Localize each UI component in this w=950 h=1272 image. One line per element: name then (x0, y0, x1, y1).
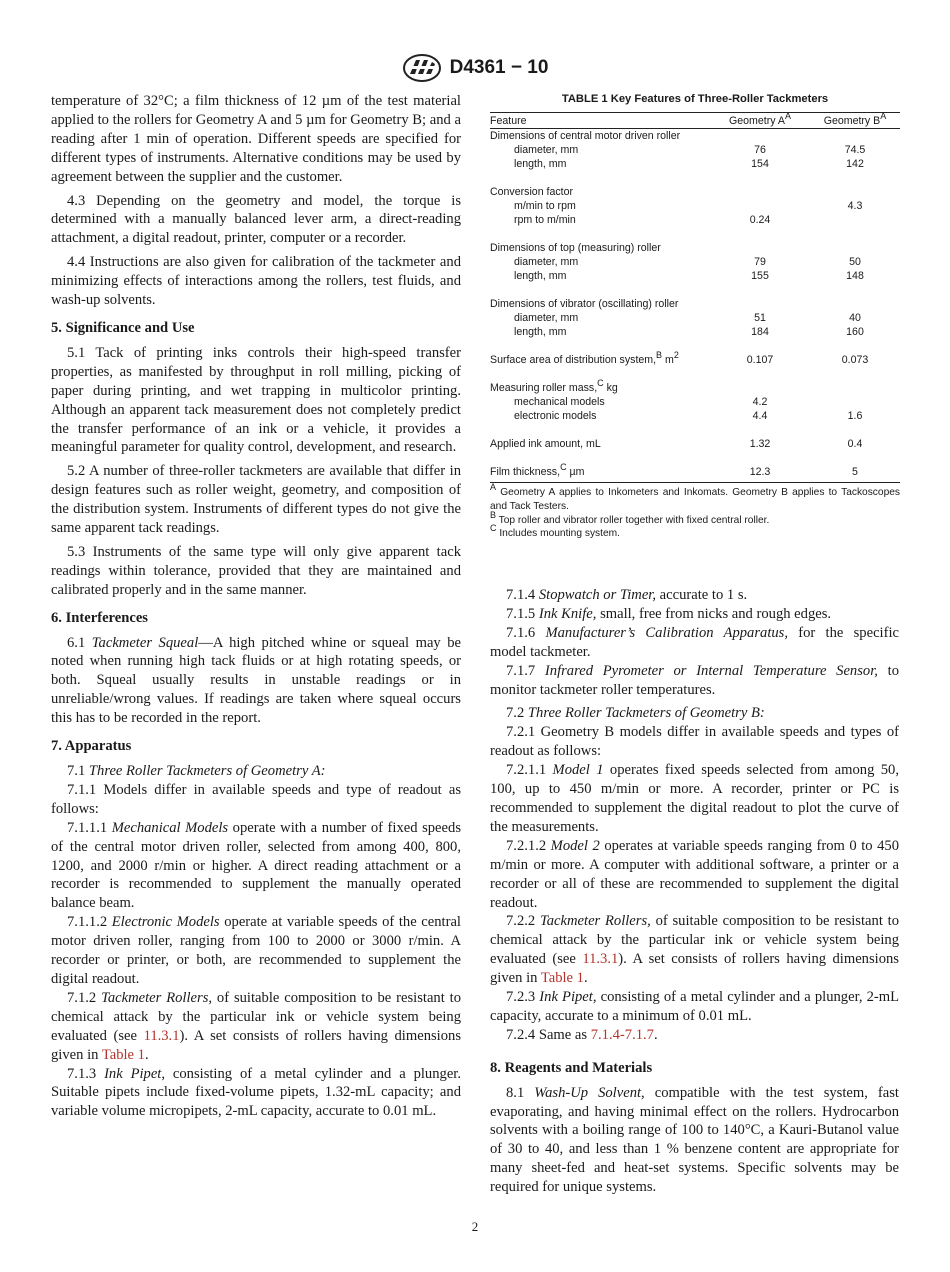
clause-term: Model 1 (552, 762, 604, 779)
clause-term: Mechanical Models (111, 819, 229, 836)
table-row (490, 269, 900, 283)
table-header-row (490, 113, 900, 129)
clause-text: small, free from nicks and rough edges. (600, 605, 832, 622)
cross-reference-link[interactable]: 11.3.1 (582, 951, 619, 968)
col-header-geometry-a (710, 113, 810, 129)
section-heading-7: 7. Apparatus (51, 738, 132, 755)
col-header-label: Geometry B (823, 115, 881, 127)
footnote-marker: C (490, 523, 497, 534)
table-footnotes (490, 482, 900, 541)
clause-text: for the specific model tackmeter. (490, 624, 899, 660)
punctuation: . (583, 970, 588, 987)
clause-term: Stopwatch or Timer, (538, 587, 657, 603)
footnote-b (490, 509, 900, 528)
unit-label: kg (603, 382, 618, 394)
page-header (0, 54, 950, 82)
paragraph-7-1-2 (51, 989, 461, 1065)
table-row (490, 255, 900, 269)
paragraph-7-1-1-1 (51, 819, 461, 914)
clause-number: 6.1 (67, 634, 86, 651)
clause-term: Ink Knife, (538, 605, 597, 622)
clause-number: 7.1 (67, 763, 86, 779)
clause-term: Model 2 (550, 837, 600, 854)
clause-number: 7.1.5 (506, 605, 536, 622)
clause-term: Tackmeter Squeal (91, 634, 199, 651)
value-a-cell: 154 (751, 158, 769, 170)
value-b-cell: 40 (849, 312, 861, 324)
table-row (490, 409, 900, 423)
value-a-cell: 51 (754, 312, 766, 324)
paragraph-5-1: 5.1 Tack of printing inks controls their high-speed transfer properties, as manifested by throughput in roll milling, picking of paper during printing, and wet trapping in multicolor printing. Although an apparent tack measurement does not completely predict the transfer performance of an ink or a vehicle, it provides a meaningful parameter for quality control, development, and research. (51, 344, 461, 456)
feature-cell (490, 378, 710, 395)
footnote-text: Top roller and vibrator roller together with fixed central roller. (496, 514, 770, 526)
table-row (490, 465, 900, 483)
spacer-row (490, 283, 900, 297)
clause-number: 7.2.2 (506, 913, 536, 930)
table-row (490, 311, 900, 325)
paragraph-6-1 (51, 634, 461, 729)
clause-number: 7.1.4 (506, 587, 536, 603)
clause-number: 7.2.1.2 (506, 837, 547, 854)
clause-number: 7.1.2 (67, 989, 97, 1006)
paragraph-7-1-1-2 (51, 913, 461, 989)
footnote-marker: C (560, 462, 567, 472)
feature-cell (490, 350, 710, 367)
value-a-cell: 4.2 (752, 396, 768, 408)
value-b-cell: 160 (846, 326, 864, 338)
feature-cell: diameter, mm (514, 312, 579, 324)
clause-term: Tackmeter Rollers, (101, 989, 213, 1006)
clause-text: consisting of a metal cylinder and a plunger, 2-mL capacity, accurate to a minimum of 0.01 mL. (490, 989, 900, 1024)
value-a-cell: 4.4 (752, 410, 768, 422)
cross-reference-link[interactable]: 7.1.4-7.1.7 (590, 1026, 654, 1043)
col-header-label: Geometry A (729, 115, 785, 127)
astm-logo-icon (402, 54, 442, 82)
spacer-row (490, 367, 900, 381)
footnote-marker: A (880, 111, 887, 121)
clause-number: 7.1.1.2 (67, 914, 108, 931)
table-caption: TABLE 1 Key Features of Three-Roller Tackmeters (561, 93, 829, 105)
clause-text: consisting of a metal cylinder and a plunger. Suitable pipets include fixed-volume pipets, 1.32-mL capacity; and variable volume micropipets, 2-mL capacity, accurate to 0.01 mL. (51, 1065, 461, 1120)
table-row (490, 143, 900, 157)
feature-cell: Dimensions of top (measuring) roller (490, 242, 661, 254)
paragraph-7-1-7 (490, 662, 899, 700)
footnote-marker: A (784, 111, 791, 121)
feature-cell: electronic models (514, 410, 597, 422)
paragraph-7-2-4 (490, 1026, 899, 1045)
clause-term: Three Roller Tackmeters of Geometry B: (527, 705, 765, 722)
feature-cell: length, mm (514, 326, 567, 338)
clause-term: Electronic Models (111, 914, 220, 931)
cross-reference-link[interactable]: 11.3.1 (143, 1027, 180, 1044)
spacer-row (490, 451, 900, 465)
table-row (490, 437, 900, 451)
clause-text: of suitable composition to be resistant to chemical attack by the particular ink or vehicle system being evaluated (see (490, 913, 899, 968)
feature-cell: mechanical models (514, 396, 605, 408)
paragraph-4-3: 4.3 Depending on the geometry and model, the torque is determined with a manually balanced lever arm, a direct-reading attachment, a digital readout, printer, computer or a recorder. (51, 192, 461, 247)
section-heading-8: 8. Reagents and Materials (490, 1059, 653, 1076)
clause-number: 7.1.3 (67, 1065, 97, 1082)
paragraph-7-2-1-2 (490, 837, 899, 913)
table-row (490, 129, 900, 144)
paragraph-5-3: 5.3 Instruments of the same type will only give apparent tack readings within tolerance, provided that they are maintained and calibrated properly and in the same manner. (51, 543, 461, 598)
feature-cell: diameter, mm (514, 256, 579, 268)
value-a-cell: 1.32 (749, 438, 771, 450)
clause-term: Tackmeter Rollers, (539, 913, 651, 930)
feature-cell: diameter, mm (514, 144, 579, 156)
footnote-text: Geometry A applies to Inkometers and Inkomats. Geometry B applies to Tackoscopes and Tack Testers. (490, 487, 900, 512)
value-b-cell: 4.3 (847, 200, 863, 212)
table-reference-link[interactable]: Table 1 (540, 970, 584, 987)
feature-cell: Dimensions of central motor driven roller (490, 130, 681, 142)
clause-number: 7.2.3 (506, 989, 536, 1006)
left-column (51, 92, 461, 1121)
paragraph-7-2-3 (490, 988, 899, 1026)
clause-text: operates at variable speeds ranging from 0 to 450 m/min or more. A computer with additional software, a printer or a recorder or all of these are recommended to supplement the digital readout. (490, 837, 900, 911)
feature-cell: m/min to rpm (514, 200, 576, 212)
footnote-marker: B (656, 350, 663, 360)
section-heading-5: 5. Significance and Use (51, 319, 195, 336)
clause-term: Ink Pipet, (104, 1065, 166, 1082)
col-header-geometry-b (810, 113, 900, 129)
spacer-row (490, 171, 900, 185)
clause-term: Three Roller Tackmeters of Geometry A: (88, 763, 326, 779)
clause-number: 7.2 (506, 705, 525, 722)
clause-text: —A high pitched whine or squeal may be noted when running high tack fluids or at high rotating speeds, or both. Squeal usually results in unstable readings or in unreliable/wrong values. If readings are taken where squeal occurs this has to be recorded in the report. (51, 634, 461, 727)
table-row (490, 199, 900, 213)
value-a-cell: 79 (754, 256, 766, 268)
value-b-cell: 50 (849, 256, 861, 268)
col-header-feature: Feature (490, 113, 710, 129)
table-reference-link[interactable]: Table 1 (101, 1046, 145, 1063)
clause-text: compatible with the test system, fast evaporating, and having minimal effect on the rollers. Hydrocarbon solvents with a boiling range of 100 to 140°C, a Kauri-Butanol value of 30 to 40, and less than 1 % benzene content are appropriate for many sheet-fed and heat-set systems. Specific solvents may be required for unique systems. (490, 1084, 899, 1196)
table-row (490, 185, 900, 199)
clause-text: 7.2.4 Same as (506, 1026, 588, 1043)
clause-term: Wash-Up Solvent, (534, 1084, 645, 1101)
footnote-c (490, 523, 900, 541)
paragraph-8-1 (490, 1084, 899, 1197)
footnote-marker: A (490, 482, 497, 492)
paragraph-7-1-5 (490, 605, 899, 624)
footnote-text: Includes mounting system. (496, 528, 620, 540)
clause-term: Infrared Pyrometer or Internal Temperature Sensor, (544, 662, 878, 679)
feature-cell: Conversion factor (490, 186, 574, 198)
feature-label: Surface area of distribution system, (490, 354, 657, 366)
clause-text: operates fixed speeds selected from among 50, 100, up to 450 m/min or more. A recorder, printer or PC is recommended to supplement the digital readout to plot the curve of the measurements. (490, 762, 900, 835)
clause-text: of suitable composition to be resistant to chemical attack by the particular ink or vehicle system being evaluated (see (51, 989, 462, 1044)
table-row (490, 297, 900, 311)
table-row (490, 325, 900, 339)
paragraph-4-2-cont: temperature of 32°C; a film thickness of 12 µm of the test material applied to the rollers for Geometry A and 5 µm for Geometry B; and a reading after 1 min of operation. Different speeds are specified for different types of instruments. Alternative conditions may be used by agreement between the supplier and the customer. (51, 93, 461, 185)
feature-label: Film thickness, (490, 466, 561, 478)
table-row (490, 157, 900, 171)
feature-label: Measuring roller mass, (490, 382, 598, 394)
document-id: D4361 − 10 (449, 57, 549, 78)
clause-text: ). A set consists of rollers having dimensions given in (51, 1027, 461, 1063)
key-features-table (490, 112, 900, 483)
clause-text: to monitor tackmeter roller temperatures. (490, 662, 899, 698)
unit-label: m (662, 354, 674, 366)
paragraph-7-1-3 (51, 1065, 461, 1122)
table-row (490, 353, 900, 367)
footnote-marker: B (490, 509, 497, 520)
value-a-cell: 184 (751, 326, 769, 338)
feature-cell: length, mm (514, 270, 567, 282)
punctuation: . (653, 1026, 658, 1043)
paragraph-5-2: 5.2 A number of three-roller tackmeters are available that differ in design features such as roller weight, geometry, and composition of the distribution system. Instruments of different types do not give the same apparent tack readings. (51, 463, 461, 537)
clause-number: 8.1 (506, 1084, 525, 1101)
value-b-cell: 0.4 (847, 438, 863, 450)
feature-cell (490, 462, 710, 483)
feature-cell: length, mm (514, 158, 567, 170)
spacer-row (490, 423, 900, 437)
feature-cell: rpm to m/min (514, 214, 576, 226)
value-a-cell: 0.24 (749, 214, 771, 226)
paragraph-7-1-1: 7.1.1 Models differ in available speeds and type of readout as follows: (51, 781, 461, 817)
value-b-cell: 74.5 (844, 144, 866, 156)
value-a-cell: 12.3 (710, 465, 810, 483)
clause-number: 7.1.7 (506, 662, 536, 679)
clause-text: accurate to 1 s. (659, 587, 748, 603)
value-b-cell: 1.6 (847, 410, 863, 422)
right-column (490, 586, 899, 1197)
paragraph-7-2-1: 7.2.1 Geometry B models differ in available speeds and types of readout as follows: (490, 724, 899, 760)
table-1 (490, 93, 900, 541)
footnote-a (490, 482, 900, 514)
paragraph-7-1-4 (490, 586, 899, 605)
footnote-marker: C (597, 378, 604, 388)
section-heading-6: 6. Interferences (51, 609, 148, 626)
feature-cell: Applied ink amount, mL (490, 438, 601, 450)
clause-term: Ink Pipet, (539, 989, 597, 1006)
page-number: 2 (471, 1219, 479, 1234)
clause-text: operate with a number of fixed speeds of the central motor driven roller, selected from among 400, 800, 1200, and 2000 r/min or higher. A direct reading attachment or a recorder is recommended to supplement the manually operated balance beam. (51, 819, 461, 912)
clause-number: 7.2.1.1 (506, 762, 547, 779)
paragraph-7-1 (51, 762, 461, 781)
paragraph-7-2-2 (490, 912, 899, 988)
clause-term: Manufacturer’s Calibration Apparatus, (545, 624, 788, 641)
value-b-cell: 5 (810, 465, 900, 483)
table-row (490, 395, 900, 409)
value-a-cell: 155 (751, 270, 769, 282)
value-b-cell: 142 (846, 158, 864, 170)
punctuation: . (144, 1046, 149, 1063)
clause-text: operate at variable speeds of the central motor driven roller, ranging from 100 to 2000 or 3000 r/min. A recorder or printer, or both, are recommended to supplement the digital readout. (51, 914, 461, 987)
table-row (490, 213, 900, 227)
value-b-cell: 0.073 (841, 354, 869, 366)
table-row (490, 381, 900, 395)
clause-text: ). A set consists of rollers having dimensions given in (490, 951, 899, 987)
clause-number: 7.1.1.1 (67, 819, 108, 836)
value-a-cell: 0.107 (746, 354, 774, 366)
unit-label: µm (566, 466, 585, 478)
paragraph-7-2-1-1 (490, 761, 899, 837)
unit-exponent: 2 (673, 350, 679, 360)
spacer-row (490, 339, 900, 353)
value-b-cell: 148 (846, 270, 864, 282)
clause-number: 7.1.6 (506, 624, 536, 641)
feature-cell: Dimensions of vibrator (oscillating) roller (490, 298, 679, 310)
spacer-row (490, 227, 900, 241)
paragraph-7-1-6 (490, 624, 899, 662)
value-a-cell: 76 (754, 144, 766, 156)
paragraph-4-4: 4.4 Instructions are also given for calibration of the tackmeter and minimizing effects of interactions among the rollers, test fluids, and wash-up solvents. (51, 254, 461, 309)
table-row (490, 241, 900, 255)
paragraph-7-2 (490, 704, 899, 723)
